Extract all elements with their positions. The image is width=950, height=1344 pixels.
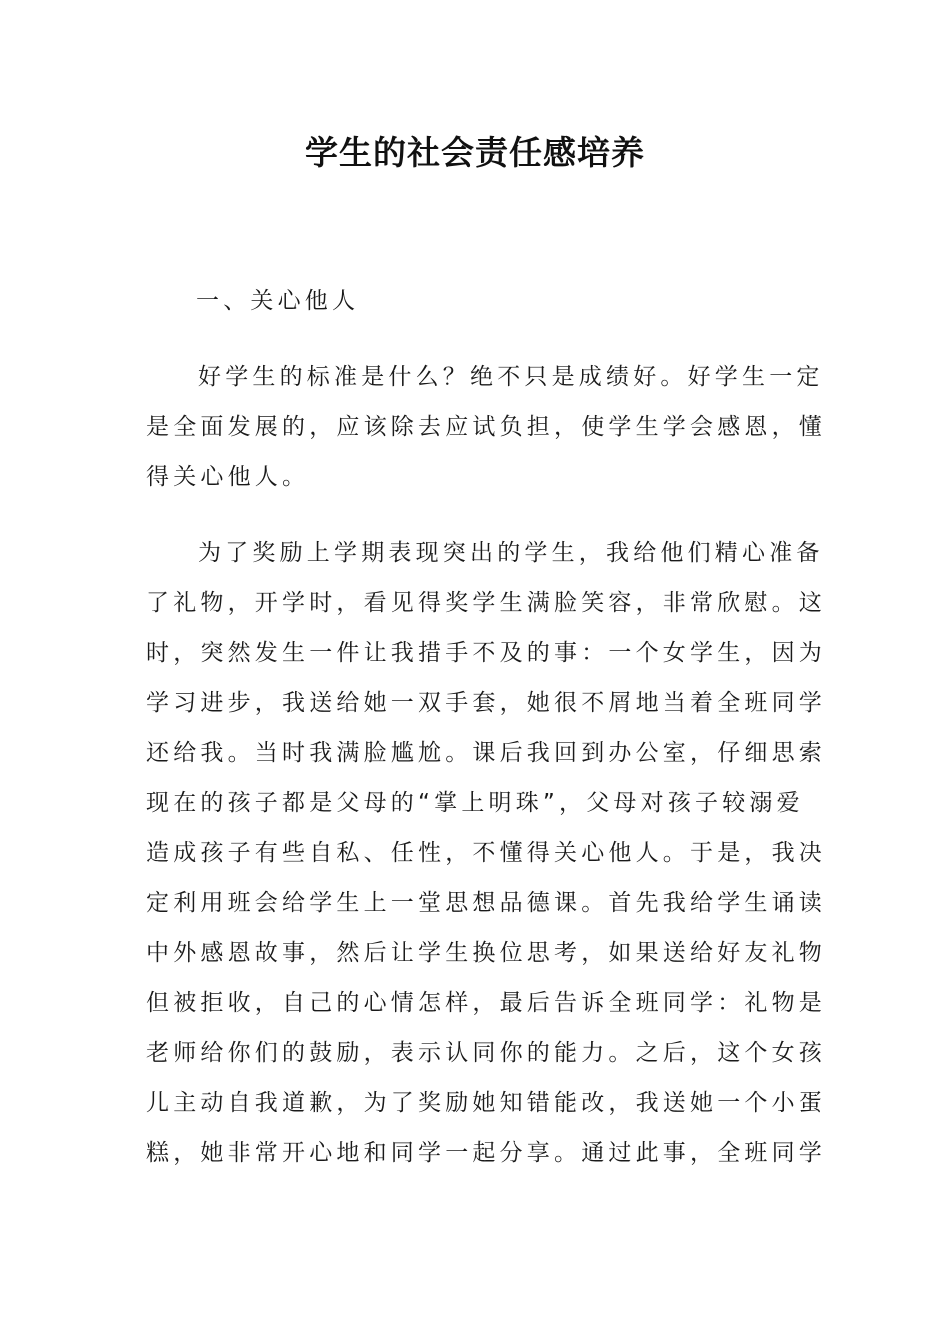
paragraph-line: 儿主动自我道歉，为了奖励她知错能改，我送她一个小蛋 bbox=[146, 1090, 826, 1116]
paragraph-line: 好学生的标准是什么？绝不只是成绩好。好学生一定 bbox=[198, 364, 824, 390]
paragraph-line: 糕，她非常开心地和同学一起分享。通过此事，全班同学 bbox=[146, 1140, 826, 1166]
paragraph-line: 中外感恩故事，然后让学生换位思考，如果送给好友礼物 bbox=[146, 940, 826, 966]
paragraph-line: 造成孩子有些自私、任性，不懂得关心他人。于是，我决 bbox=[146, 840, 826, 866]
paragraph-line: 为了奖励上学期表现突出的学生，我给他们精心准备 bbox=[198, 540, 824, 566]
document-body bbox=[146, 276, 826, 1178]
paragraph-line: 时，突然发生一件让我措手不及的事：一个女学生，因为 bbox=[146, 640, 826, 666]
paragraph-1 bbox=[146, 352, 826, 502]
paragraph-line: 但被拒收，自己的心情怎样，最后告诉全班同学：礼物是 bbox=[146, 990, 826, 1016]
paragraph-line: 得关心他人。 bbox=[146, 464, 310, 490]
document-title: 学生的社会责任感培养 bbox=[305, 133, 645, 172]
paragraph-spacer bbox=[146, 502, 806, 528]
paragraph-line: 是全面发展的，应该除去应试负担，使学生学会感恩，懂 bbox=[146, 414, 826, 440]
section-heading: 一、关心他人 bbox=[196, 288, 360, 314]
paragraph-line: 还给我。当时我满脸尴尬。课后我回到办公室，仔细思索 bbox=[146, 740, 826, 766]
paragraph-line: 定利用班会给学生上一堂思想品德课。首先我给学生诵读 bbox=[146, 890, 826, 916]
paragraph-2 bbox=[146, 528, 826, 1178]
paragraph-line: 了礼物，开学时，看见得奖学生满脸笑容，非常欣慰。这 bbox=[146, 590, 826, 616]
paragraph-line: 现在的孩子都是父母的“掌上明珠”，父母对孩子较溺爱 bbox=[146, 790, 804, 816]
paragraph-line: 老师给你们的鼓励，表示认同你的能力。之后，这个女孩 bbox=[146, 1040, 826, 1066]
paragraph-line: 学习进步，我送给她一双手套，她很不屑地当着全班同学 bbox=[146, 690, 826, 716]
